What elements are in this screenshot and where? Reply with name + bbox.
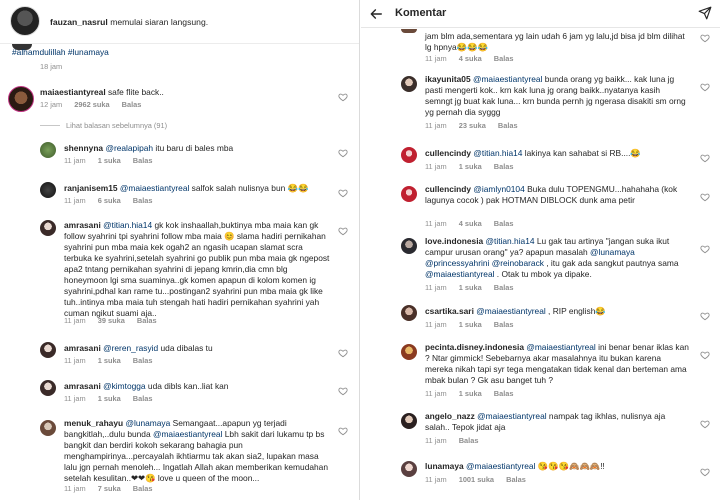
pecinta-disney-avatar[interactable]	[401, 344, 417, 360]
likes-count[interactable]: 1001 suka	[458, 475, 495, 484]
fauzan-avatar[interactable]	[10, 6, 40, 36]
like-heart-icon[interactable]	[700, 350, 710, 360]
reply-button[interactable]: Balas	[493, 162, 514, 171]
reply-user[interactable]: shennyna	[64, 143, 104, 153]
reply-button[interactable]: Balas	[506, 475, 526, 484]
mention-link[interactable]: @maiaestiantyreal	[119, 183, 190, 193]
caption	[0, 44, 359, 82]
mention-link[interactable]: @maiaestiantyreal	[476, 306, 546, 316]
live-notification[interactable]	[0, 0, 359, 44]
reply-button[interactable]: Balas	[132, 356, 153, 365]
reply-item: angelo_nazz @maiaestiantyreal nampak tag ikhlas, nulisnya aja salah.. Tepok jidat aja 11 jam Balas	[361, 409, 720, 451]
reply-meta: 11 jam 1 suka Balas	[425, 162, 514, 171]
avatar-fragment	[401, 29, 417, 33]
likes-count[interactable]: 1 suka	[458, 389, 482, 398]
reply-item: csartika.sari @maiaestiantyreal , RIP english😂 11 jam 1 suka Balas	[361, 301, 720, 335]
mention-link[interactable]: @reren_rasyid	[103, 343, 159, 353]
shennyna-avatar[interactable]	[40, 142, 56, 158]
reply-user[interactable]: amrasani	[64, 381, 101, 391]
likes-count[interactable]: 6 suka	[97, 196, 121, 205]
reply-meta: 11 jam 39 suka Balas	[64, 316, 157, 325]
reply-button[interactable]: Balas	[132, 394, 153, 403]
main-comment	[0, 82, 359, 116]
reply-user[interactable]: angelo_nazz	[425, 411, 475, 421]
live-user[interactable]: fauzan_nasrul	[50, 17, 108, 27]
like-heart-icon[interactable]	[338, 426, 348, 436]
likes-count[interactable]: 39 suka	[97, 316, 125, 325]
reply-meta: 11 jam 4 suka Balas	[425, 219, 514, 228]
reply-user[interactable]: lunamaya	[425, 461, 464, 471]
reply-button[interactable]: Balas	[121, 100, 142, 109]
fragment-text: jam blm ada,sementara yg lain udah 6 jam yg lalu,jd bisa jd blm dilihat lg hpnya😂😂😂	[425, 31, 685, 52]
reply-meta: 11 jam 1 suka Balas	[425, 320, 514, 329]
reply-item: ikayunita05 @maiaestiantyreal bunda orang yg baikk... kak luna jg pasti mengerti kok.. krn kak luna jg orang baikk..nyatanya kasih semngt jg buat kak luna... krn bunda pernh jg ngerasa disakiti sm orng yg pernah dia syggg 11 jam 23 suka Balas	[361, 72, 720, 134]
comment-fragment	[361, 29, 720, 65]
reply-meta: 11 jam 1 suka Balas	[64, 156, 153, 165]
reply-item: pecinta.disney.indonesia @maiaestiantyreal ini benar benar iklas kan ? Ntar gimmick! Sebebarnya akar masalahnya itu bukan karena mereka nikah tapi syr tega mengatakan tidak kenal dan berteman ama mbak bulan ? Gk asu banget tuh ? 11 jam 1 suka Balas	[361, 340, 720, 404]
back-arrow-icon[interactable]	[369, 7, 383, 21]
like-heart-icon[interactable]	[700, 33, 710, 43]
reply-meta: 11 jam 6 suka Balas	[64, 196, 153, 205]
header-title: Komentar	[395, 7, 447, 19]
mention-link[interactable]: @realapipah	[105, 143, 154, 153]
right-comment-panel	[361, 0, 720, 500]
reply-meta: 11 jam 1 suka Balas	[425, 283, 514, 292]
mention-link[interactable]: @titian.hia14	[485, 236, 535, 246]
reply-user[interactable]: cullencindy	[425, 148, 472, 158]
like-heart-icon[interactable]	[700, 311, 710, 321]
reply-item: amrasani @reren_rasyid uda dibalas tu 11 jam 1 suka Balas	[0, 338, 359, 372]
reply-user[interactable]: csartika.sari	[425, 306, 474, 316]
divider-line	[40, 125, 60, 126]
mention-link[interactable]: @titian.hia14	[103, 220, 153, 230]
mention-link[interactable]: @maiaestiantyreal	[472, 74, 543, 84]
mention-link[interactable]: @iamlyn0104	[473, 184, 525, 194]
reply-item: amrasani @titian.hia14 gk kok inshaallah,buktinya mba maia kan gk follow syahrini tpi syahrini follow mba maia 😊 slama hadiri pernikahan syahrini pun mba maia kek ogah2 an ngasih ucapan slamat scra terbuka ke syahrini,setelah syahrini go publik pun mba maia gk ngepost apa2 tntang pernikahan syahrini di jepang kmrin,dia cmn blg honeymoon lgi sma suaminya..gk komen apapun di kolom komen ig syahrini,pdhal kan rame tu...postingan2 syahrini pun mba maia gk like tuh..intinya mba maia tuh stengah hati hadiri pernikahan syahrini yah cuman ngikut suami aja.. 11 jam 39 suka Balas	[0, 216, 359, 334]
like-heart-icon[interactable]	[338, 226, 348, 236]
reply-button[interactable]: Balas	[493, 54, 514, 63]
cullencindy-avatar[interactable]	[401, 147, 417, 163]
view-previous-replies[interactable]: Lihat balasan sebelumnya (91)	[40, 121, 167, 130]
mention-link[interactable]: @princessyahrini	[425, 258, 490, 268]
mention-link[interactable]: @maiaestiantyreal	[477, 411, 547, 421]
caption-tags[interactable]: #alhamdulillah #lunamaya	[12, 47, 109, 57]
reply-user[interactable]: ikayunita05	[425, 74, 471, 84]
mention-link[interactable]: @kimtogga	[103, 381, 146, 391]
like-heart-icon[interactable]	[700, 244, 710, 254]
reply-button[interactable]: Balas	[132, 196, 153, 205]
main-comment-meta: 12 jam 2962 suka Balas	[40, 100, 142, 109]
maia-avatar[interactable]	[8, 86, 34, 112]
like-heart-icon[interactable]	[338, 386, 348, 396]
reply-meta: 11 jam 23 suka Balas	[425, 121, 518, 130]
reply-item: cullencindy @iamlyn0104 Buka dulu TOPENGMU...hahahaha (kok lagunya cocok ) pak HOTMAN DIBLOCK dunk ama petir 11 jam 4 suka Balas	[361, 182, 720, 232]
reply-button[interactable]: Balas	[493, 320, 514, 329]
reply-meta: 11 jam 7 suka Balas	[64, 484, 153, 493]
mention-link[interactable]: @lunamaya	[590, 247, 635, 257]
reply-button[interactable]: Balas	[132, 156, 153, 165]
reply-item: menuk_rahayu @lunamaya Semangaat...apapun yg terjadi bangkitlah,..dulu bunda @maiaestiantyreal Lbh sakit dari lukamu tp bs bangkit dan berdiri kokoh sekarang bahagia pun menghampirinya...percayalah ikhtiarmu tak akan sia2, lupakan masa lalu jgn pernah menoleh... Ingatlah Allah akan memberikan kemudahan setelah kesulitan..❤❤😘 love u queen of the moon... 11 jam 7 suka Balas	[0, 416, 359, 500]
reply-meta: 11 jam 1001 suka Balas	[425, 475, 526, 484]
comments-header	[361, 0, 720, 28]
likes-count[interactable]: 1 suka	[458, 162, 482, 171]
main-comment-text: maiaestiantyreal safe flite back..	[40, 87, 164, 97]
likes-count[interactable]: 23 suka	[458, 121, 486, 130]
menuk-avatar[interactable]	[40, 420, 56, 436]
reply-user[interactable]: amrasani	[64, 343, 101, 353]
reply-button[interactable]: Balas	[493, 283, 514, 292]
reply-item: shennyna @realapipah itu baru di bales mba 11 jam 1 suka Balas	[0, 138, 359, 172]
caption-time: 18 jam	[40, 62, 63, 71]
angelo-avatar[interactable]	[401, 413, 417, 429]
send-direct-icon[interactable]	[698, 6, 712, 20]
likes-count[interactable]: 1 suka	[97, 356, 121, 365]
likes-count[interactable]: 4 suka	[458, 219, 482, 228]
live-message: memulai siaran langsung.	[110, 17, 209, 27]
like-heart-icon[interactable]	[700, 419, 710, 429]
mention-link[interactable]: @titian.hia14	[473, 148, 523, 158]
reply-meta: 11 jam 1 suka Balas	[425, 389, 514, 398]
reply-button[interactable]: Balas	[458, 436, 479, 445]
reply-user[interactable]: menuk_rahayu	[64, 418, 124, 428]
reply-user[interactable]: pecinta.disney.indonesia	[425, 342, 524, 352]
reply-item: love.indonesia @titian.hia14 Lu gak tau artinya "jangan suka ikut campur urusan orang" ya? apapun masalah @lunamaya @princessyahrini @reinobarack , itu gak ada sangkut pautnya sama @maiaestiantyreal . Otak tu mbok ya dipake. 11 jam 1 suka Balas	[361, 234, 720, 296]
mention-link[interactable]: @reinobarack	[491, 258, 544, 268]
csartika-avatar[interactable]	[401, 305, 417, 321]
reply-user[interactable]: ranjanisem15	[64, 183, 118, 193]
likes-count[interactable]: 2962 suka	[74, 100, 110, 109]
reply-item: amrasani @kimtogga uda dibls kan..liat kan 11 jam 1 suka Balas	[0, 376, 359, 410]
like-heart-icon[interactable]	[338, 348, 348, 358]
like-heart-icon[interactable]	[338, 148, 348, 158]
reply-user[interactable]: amrasani	[64, 220, 101, 230]
mention-link[interactable]: @maiaestiantyreal	[152, 429, 223, 439]
amrasani-avatar[interactable]	[40, 220, 56, 236]
likes-count[interactable]: 1 suka	[458, 320, 482, 329]
likes-count[interactable]: 1 suka	[97, 394, 121, 403]
like-heart-icon[interactable]	[700, 153, 710, 163]
like-heart-icon[interactable]	[338, 92, 348, 102]
reply-user[interactable]: cullencindy	[425, 184, 472, 194]
lunamaya-avatar[interactable]	[401, 461, 417, 477]
mention-link[interactable]: @maiaestiantyreal	[465, 461, 536, 471]
live-text	[50, 17, 208, 28]
reply-meta: 11 jam Balas	[425, 436, 479, 445]
ranjanisem-avatar[interactable]	[40, 182, 56, 198]
mention-link[interactable]: @maiaestiantyreal	[526, 342, 596, 352]
reply-button[interactable]: Balas	[497, 121, 518, 130]
fragment-meta: 11 jam 4 suka Balas	[425, 54, 514, 63]
cullencindy-avatar[interactable]	[401, 186, 417, 202]
mention-link[interactable]: @maiaestiantyreal	[425, 269, 495, 279]
reply-item: cullencindy @titian.hia14 lakinya kan sahabat si RB....😂 11 jam 1 suka Balas	[361, 143, 720, 177]
like-heart-icon[interactable]	[700, 82, 710, 92]
reply-item: lunamaya @maiaestiantyreal 😘😘😘🙈🙈🙈‼ 11 jam 1001 suka Balas	[361, 457, 720, 497]
amrasani-avatar[interactable]	[40, 342, 56, 358]
reply-button[interactable]: Balas	[132, 484, 153, 493]
reply-button[interactable]: Balas	[493, 219, 514, 228]
reply-meta: 11 jam 1 suka Balas	[64, 394, 153, 403]
like-heart-icon[interactable]	[700, 192, 710, 202]
reply-meta: 11 jam 1 suka Balas	[64, 356, 153, 365]
reply-button[interactable]: Balas	[136, 316, 157, 325]
mention-link[interactable]: @lunamaya	[125, 418, 171, 428]
like-heart-icon[interactable]	[338, 188, 348, 198]
amrasani-avatar[interactable]	[40, 380, 56, 396]
love-indonesia-avatar[interactable]	[401, 238, 417, 254]
likes-count[interactable]: 7 suka	[97, 484, 121, 493]
ikayunita-avatar[interactable]	[401, 76, 417, 92]
likes-count[interactable]: 1 suka	[97, 156, 121, 165]
reply-user[interactable]: love.indonesia	[425, 236, 484, 246]
main-comment-user[interactable]: maiaestiantyreal	[40, 87, 106, 97]
reply-item: ranjanisem15 @maiaestiantyreal salfok salah nulisnya bun 😂😂 11 jam 6 suka Balas	[0, 178, 359, 212]
reply-button[interactable]: Balas	[493, 389, 514, 398]
like-heart-icon[interactable]	[700, 467, 710, 477]
likes-count[interactable]: 4 suka	[458, 54, 482, 63]
likes-count[interactable]: 1 suka	[458, 283, 482, 292]
